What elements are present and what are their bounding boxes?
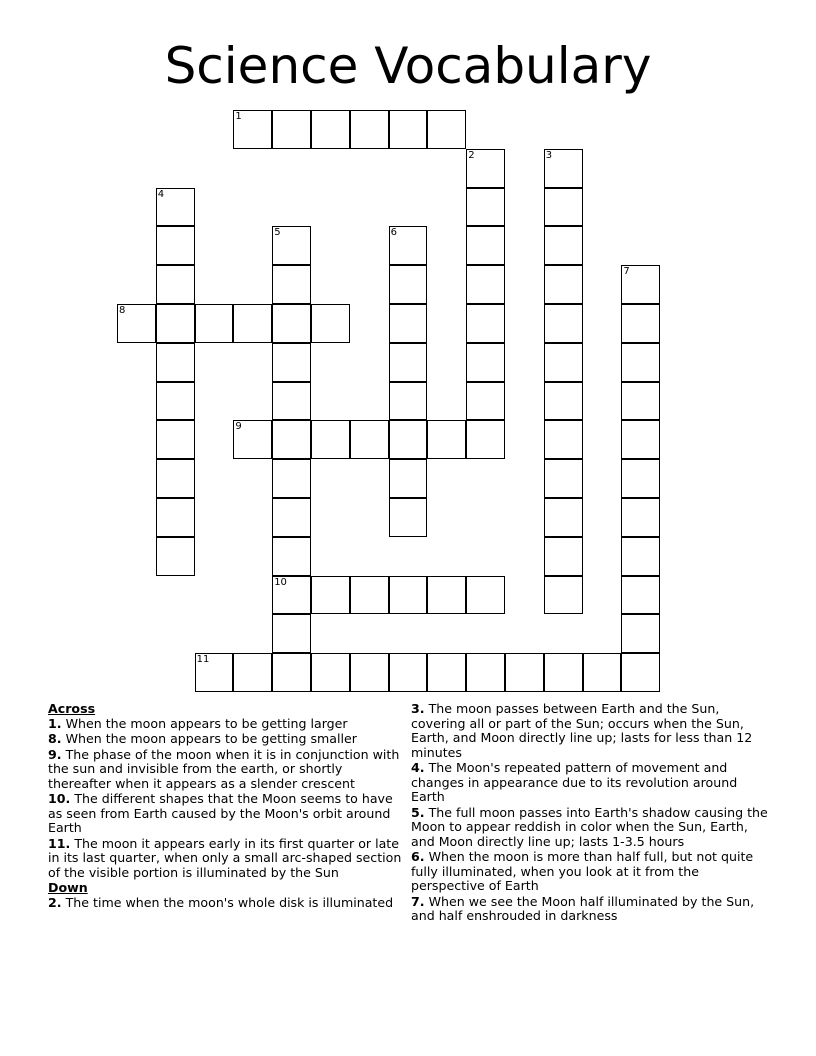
clue-number: 9 — [235, 421, 242, 433]
clue-number: 11 — [196, 654, 210, 666]
across-clue-list — [48, 717, 408, 881]
grid-cell[interactable] — [466, 226, 505, 265]
grid-cell[interactable] — [427, 110, 466, 149]
grid-cell[interactable] — [466, 382, 505, 421]
grid-cell[interactable] — [389, 382, 428, 421]
clue-item — [48, 748, 408, 792]
clue-number: 6 — [390, 227, 397, 239]
grid-cell[interactable] — [544, 343, 583, 382]
clue-text: The moon it appears early in its first quarter or late in its last quarter, when only a small arc-shaped section of the visible portion is illuminated by the Sun — [48, 835, 402, 880]
down-clue-list-continued — [411, 702, 771, 924]
grid-cell[interactable] — [389, 459, 428, 498]
grid-cell[interactable] — [544, 304, 583, 343]
grid-cell[interactable] — [389, 226, 428, 265]
grid-cell[interactable] — [544, 459, 583, 498]
clue-text: When we see the Moon half illuminated by the Sun, and half enshrouded in darkness — [411, 893, 755, 923]
grid-cell[interactable] — [272, 537, 311, 576]
clue-text: When the moon is more than half full, but not quite fully illuminated, when you look at it from the perspective of Earth — [411, 849, 754, 893]
grid-cell[interactable] — [117, 304, 156, 343]
clue-num: 4. — [411, 760, 425, 775]
page-title: Science Vocabulary — [164, 37, 652, 95]
grid-cell[interactable] — [233, 110, 272, 149]
grid-cell[interactable] — [544, 149, 583, 188]
grid-cell[interactable] — [272, 265, 311, 304]
grid-cell[interactable] — [544, 653, 583, 692]
clue-item — [48, 896, 408, 911]
clue-number: 10 — [274, 576, 287, 588]
grid-cell[interactable] — [466, 653, 505, 692]
clue-number: 8 — [119, 305, 126, 316]
grid-cell[interactable] — [311, 420, 350, 459]
grid-cell[interactable] — [233, 304, 272, 343]
grid-cell[interactable] — [272, 382, 311, 421]
grid-cell[interactable] — [389, 110, 428, 149]
clue-item — [411, 702, 771, 760]
clue-item — [411, 850, 771, 894]
clue-number: 1 — [235, 111, 242, 122]
grid-cell[interactable] — [272, 498, 311, 537]
clue-item — [48, 837, 408, 881]
grid-cell[interactable] — [195, 304, 234, 343]
grid-cell[interactable] — [350, 653, 389, 692]
grid-cell[interactable] — [621, 382, 660, 421]
grid-cell[interactable] — [272, 576, 311, 615]
grid-cell[interactable] — [272, 226, 311, 265]
clue-num: 11. — [48, 835, 71, 851]
grid-cell[interactable] — [621, 459, 660, 498]
grid-cell[interactable] — [350, 110, 389, 149]
grid-cell[interactable] — [311, 576, 350, 615]
grid-cell[interactable] — [156, 188, 195, 227]
clue-number: 4 — [157, 188, 165, 200]
grid-cell[interactable] — [621, 304, 660, 343]
grid-cell[interactable] — [621, 614, 660, 653]
grid-cell[interactable] — [272, 343, 311, 382]
clue-text: The phase of the moon when it is in conjunction with the sun and invisible from the earth, or shortly thereafter when it appears as a slender crescent — [48, 746, 400, 791]
grid-cell[interactable] — [272, 459, 311, 498]
down-clue-list — [48, 896, 408, 911]
across-heading: Across — [48, 701, 96, 716]
grid-cell[interactable] — [156, 265, 195, 304]
down-heading: Down — [48, 880, 88, 895]
clue-item — [411, 761, 771, 805]
grid-cell[interactable] — [621, 265, 660, 304]
grid-cell[interactable] — [466, 420, 505, 459]
grid-cell[interactable] — [389, 653, 428, 692]
grid-cell[interactable] — [389, 498, 428, 537]
grid-cell[interactable] — [466, 343, 505, 382]
grid-cell[interactable] — [466, 304, 505, 343]
clue-number: 3 — [545, 149, 553, 161]
grid-cell[interactable] — [389, 576, 428, 615]
grid-cell[interactable] — [621, 537, 660, 576]
grid-cell[interactable] — [233, 653, 272, 692]
grid-cell[interactable] — [389, 304, 428, 343]
grid-cell[interactable] — [544, 188, 583, 227]
clue-item — [48, 792, 408, 836]
grid-cell[interactable] — [544, 537, 583, 576]
grid-cell[interactable] — [156, 459, 195, 498]
clues-left-column — [48, 702, 408, 911]
clue-text: The time when the moon's whole disk is illuminated — [65, 894, 394, 910]
clue-num: 1. — [48, 715, 62, 731]
grid-cell[interactable] — [466, 576, 505, 615]
clue-num: 2. — [48, 894, 62, 910]
grid-cell[interactable] — [427, 420, 466, 459]
grid-cell[interactable] — [621, 343, 660, 382]
clue-num: 9. — [48, 746, 62, 762]
grid-cell[interactable] — [389, 265, 428, 304]
grid-cell[interactable] — [583, 653, 622, 692]
grid-cell[interactable] — [272, 614, 311, 653]
grid-cell[interactable] — [427, 576, 466, 615]
grid-cell[interactable] — [621, 653, 660, 692]
grid-cell[interactable] — [427, 653, 466, 692]
grid-cell[interactable] — [350, 576, 389, 615]
clue-num: 8. — [48, 731, 62, 746]
grid-cell[interactable] — [544, 382, 583, 421]
grid-cell[interactable] — [156, 420, 195, 459]
grid-cell[interactable] — [389, 420, 428, 459]
grid-cell[interactable] — [544, 576, 583, 615]
grid-cell[interactable] — [621, 576, 660, 615]
grid-cell[interactable] — [544, 265, 583, 304]
clue-num: 6. — [411, 849, 425, 864]
clue-text: When the moon appears to be getting smaller — [65, 731, 357, 746]
grid-cell[interactable] — [156, 537, 195, 576]
grid-cell[interactable] — [311, 653, 350, 692]
clue-num: 10. — [48, 791, 71, 806]
grid-cell[interactable] — [272, 304, 311, 343]
grid-cell[interactable] — [156, 226, 195, 265]
grid-cell[interactable] — [233, 420, 272, 459]
clue-number: 5 — [274, 227, 281, 239]
grid-cell[interactable] — [156, 343, 195, 382]
grid-cell[interactable] — [621, 498, 660, 537]
grid-cell[interactable] — [156, 304, 195, 343]
clues-right-column — [411, 702, 771, 925]
clue-item — [411, 895, 771, 924]
clue-number: 2 — [468, 149, 475, 161]
grid-cell[interactable] — [466, 265, 505, 304]
clue-num: 7. — [411, 893, 425, 909]
grid-cell[interactable] — [272, 653, 311, 692]
clue-item — [48, 717, 408, 732]
grid-cell[interactable] — [350, 420, 389, 459]
clue-item — [411, 806, 771, 850]
grid-cell[interactable] — [311, 304, 350, 343]
clue-text: When the moon appears to be getting larger — [65, 715, 348, 731]
grid-cell[interactable] — [195, 653, 234, 692]
grid-cell[interactable] — [156, 382, 195, 421]
grid-cell[interactable] — [389, 343, 428, 382]
clue-item — [48, 732, 408, 747]
grid-cell[interactable] — [621, 420, 660, 459]
clue-text: The full moon passes into Earth's shadow causing the Moon to appear reddish in color when the Sun, Earth, and Moon directly line up; lasts 1-3.5 hours — [411, 804, 768, 849]
clue-number: 7 — [623, 266, 630, 278]
grid-cell[interactable] — [544, 498, 583, 537]
grid-cell[interactable] — [272, 420, 311, 459]
grid-cell[interactable] — [466, 188, 505, 227]
grid-cell[interactable] — [156, 498, 195, 537]
clue-text: The moon passes between Earth and the Sun, covering all or part of the Sun; occurs when the Sun, Earth, and Moon directly line up; lasts for less than 12 minutes — [411, 701, 753, 760]
clue-text: The Moon's repeated pattern of movement and changes in appearance due to its revolution around Earth — [411, 760, 738, 804]
clue-num: 5. — [411, 804, 425, 820]
clue-num: 3. — [411, 701, 425, 716]
grid-cell[interactable] — [544, 226, 583, 265]
clue-text: The different shapes that the Moon seems to have as seen from Earth caused by the Moon's orbit around Earth — [48, 791, 393, 835]
grid-cell[interactable] — [505, 653, 544, 692]
grid-cell[interactable] — [311, 110, 350, 149]
grid-cell[interactable] — [466, 149, 505, 188]
grid-cell[interactable] — [272, 110, 311, 149]
grid-cell[interactable] — [544, 420, 583, 459]
